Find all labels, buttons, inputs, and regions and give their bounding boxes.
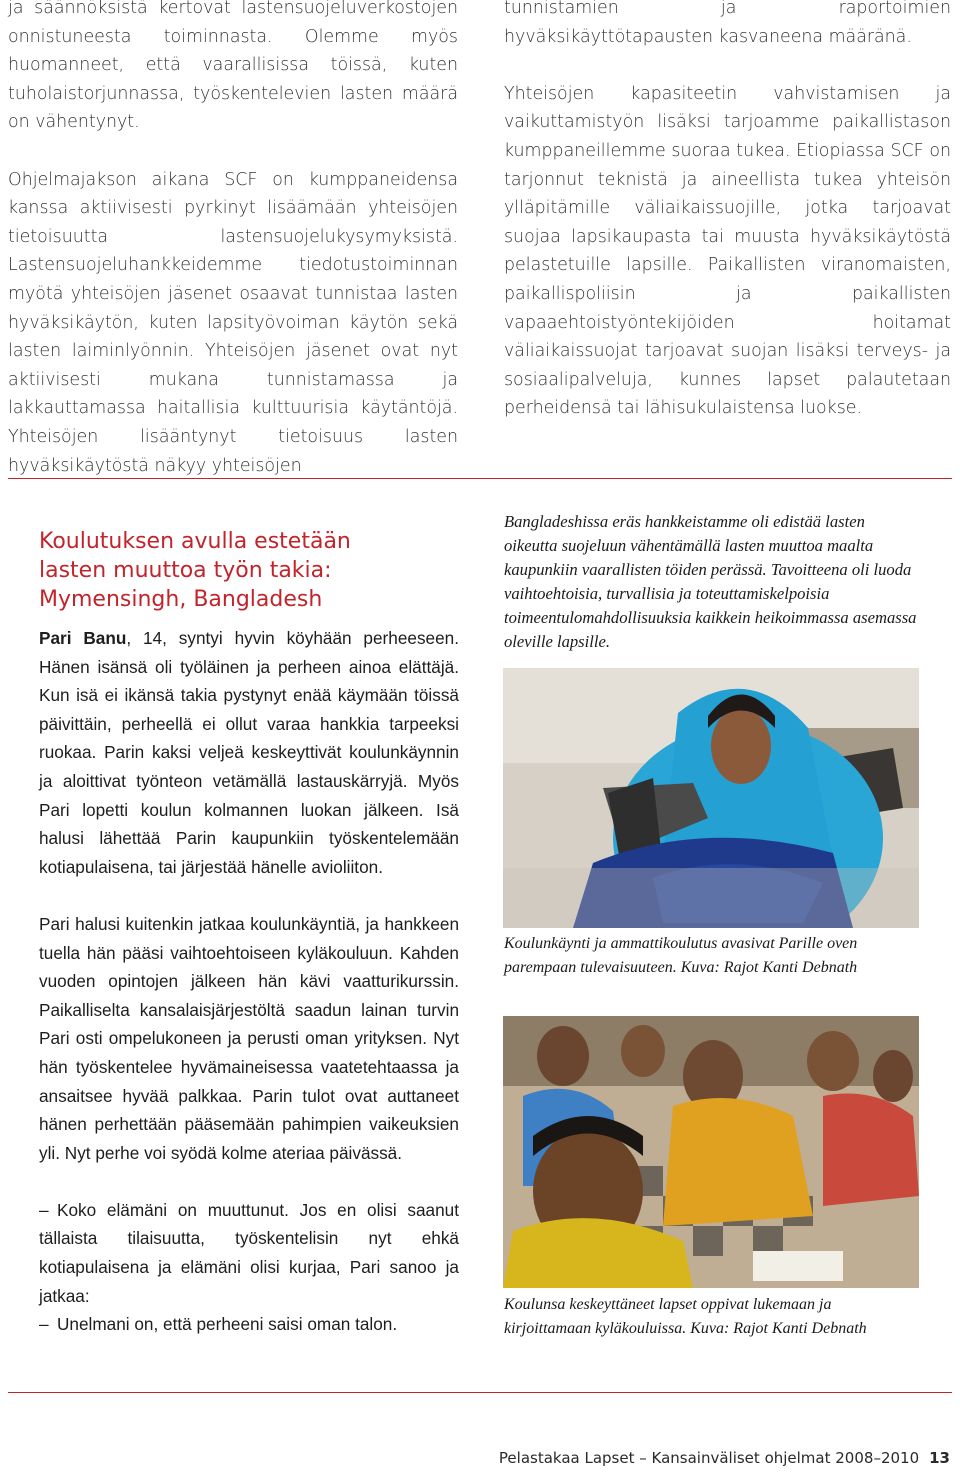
article-column-left	[8, 0, 458, 480]
body-paragraph: tunnistamien ja raportoimien hyväksikäyttötapausten kasvaneena määränä.	[504, 0, 951, 47]
section-divider-bottom	[8, 1392, 952, 1393]
box-title	[39, 527, 459, 614]
quote-dash: –	[39, 1199, 49, 1220]
box-title-line: lasten muuttoa työn takia:	[39, 558, 332, 584]
box-title-line: Mymensingh, Bangladesh	[39, 587, 323, 613]
case-story	[39, 624, 459, 1339]
page-footer	[499, 1449, 950, 1467]
page-number: 13	[929, 1449, 950, 1467]
box-title-line: Koulutuksen avulla estetään	[39, 529, 351, 555]
footer-publication-title: Pelastakaa Lapset – Kansainväliset ohjelmat 2008–2010	[498, 1449, 920, 1467]
body-paragraph: Ohjelmajakson aikana SCF on kumppaneidensa kanssa aktiivisesti pyrkinyt lisäämään yhteisöjen tietoisuutta lastensuojelukysymyksistä. Lastensuojeluhankkeidemme tiedotustoiminnan myötä yhteisöjen jäsenet osaavat tunnistaa lasten hyväksikäytön, kuten lapsityövoiman käytön sekä lasten laiminlyönnin. Yhteisöjen jäsenet ovat nyt aktiivisesti mukana tunnistamassa ja lakkauttamassa haitallisia kulttuurisia käytäntöjä. Yhteisöjen lisääntynyt tietoisuus lasten hyväksikäytöstä näkyy yhteisöjen	[8, 169, 458, 476]
photo-caption: Koulunkäynti ja ammattikoulutus avasivat Parille oven parempaan tulevaisuuteen. Kuva: Rajot Kanti Debnath	[504, 935, 858, 976]
article-column-right	[504, 0, 951, 423]
story-paragraph: Pari Banu, 14, syntyi hyvin köyhään perheeseen. Hänen isänsä oli työläinen ja perheen ainoa elättäjä. Kun isä ei ikänsä takia pystynyt enää käymään töissä päivittäin, perheellä ei ollut varaa hankkia tarpeeksi ruokaa. Parin kaksi veljeä keskeyttivät koulunkäynnin ja aloittivat työnteon vetämällä lastauskärryjä. Myös Pari lopetti koulun kolmannen luokan jälkeen. Isä halusi lähettää Parin kaupunkiin työskentelemään kotiapulaisena, tai järjestää hänelle avioliiton.	[39, 628, 459, 877]
quote-dash: –	[39, 1314, 49, 1335]
photo-girl-sewing-illustration	[503, 668, 919, 928]
section-divider-top	[8, 478, 952, 479]
story-quote: – Unelmani on, että perheeni saisi oman talon.	[39, 1310, 459, 1339]
photo-village-school-illustration	[503, 1016, 919, 1288]
story-person-name: Pari Banu	[39, 628, 127, 648]
photo-village-school	[503, 1016, 919, 1288]
story-quote: – Koko elämäni on muuttunut. Jos en olisi saanut tällaista tilaisuutta, työskentelisin nyt ehkä kotiapulaisena ja elämäni olisi kurjaa, Pari sanoo ja jatkaa:	[39, 1196, 459, 1310]
box-intro: Bangladeshissa eräs hankkeistamme oli edistää lasten oikeutta suojeluun vähentämällä lasten muuttoa maalta kaupunkiin vaarallisten töiden perässä. Tavoitteena oli luoda vaihtoehtoisia, turvallisia ja toteuttamiskelpoisia toimeentulomahdollisuuksia kaikkein heikoimmassa asemassa oleville lapsille.	[504, 512, 917, 651]
body-paragraph: Yhteisöjen kapasiteetin vahvistamisen ja vaikuttamistyön lisäksi tarjoamme paikallistason kumppaneillemme suoraa tukea. Etiopiassa SCF on tarjonnut teknistä ja aineellista tukea yhteisön ylläpitämille väliaikaissuojille, jotka tarjoavat suojaa lapsikaupasta tai muusta hyväksikäytöstä pelastetuille lapsille. Paikallisten viranomaisten, paikallispoliisin ja paikallisten vapaaehtoistyöntekijöiden hoitamat väliaikaissuojat tarjoavat suojan lisäksi terveys- ja sosiaalipalveluja, kunnes lapset palautetaan perheidensä tai lähisukulaistensa luokse.	[504, 83, 951, 419]
photo-girl-sewing	[503, 668, 919, 928]
body-paragraph: ja säännöksistä kertovat lastensuojeluverkostojen onnistuneesta toiminnasta. Olemme myös huomanneet, että vaarallisissa töissä, kuten tuholaistorjunnassa, työskentelevien lasten määrä on vähentynyt.	[8, 0, 458, 133]
photo-caption: Koulunsa keskeyttäneet lapset oppivat lukemaan ja kirjoittamaan kyläkouluissa. Kuva: Rajot Kanti Debnath	[504, 1296, 867, 1337]
story-paragraph: Pari halusi kuitenkin jatkaa koulunkäyntiä, ja hankkeen tuella hän pääsi vaihtoehtoiseen kyläkouluun. Kahden vuoden opintojen jälkeen hän kävi vaatturikurssin. Paikalliselta kansalaisjärjestöltä saadun lainan turvin Pari osti ompelukoneen ja perusti oman yrityksen. Nyt hän työskentelee hyvämaineisessa vaatetehtaassa ja ansaitsee hyvää palkkaa. Parin tulot ovat auttaneet hänen perhettään pääsemään pahimpien vaikeuksien yli. Nyt perhe voi syödä kolme ateriaa päivässä.	[39, 913, 459, 1163]
